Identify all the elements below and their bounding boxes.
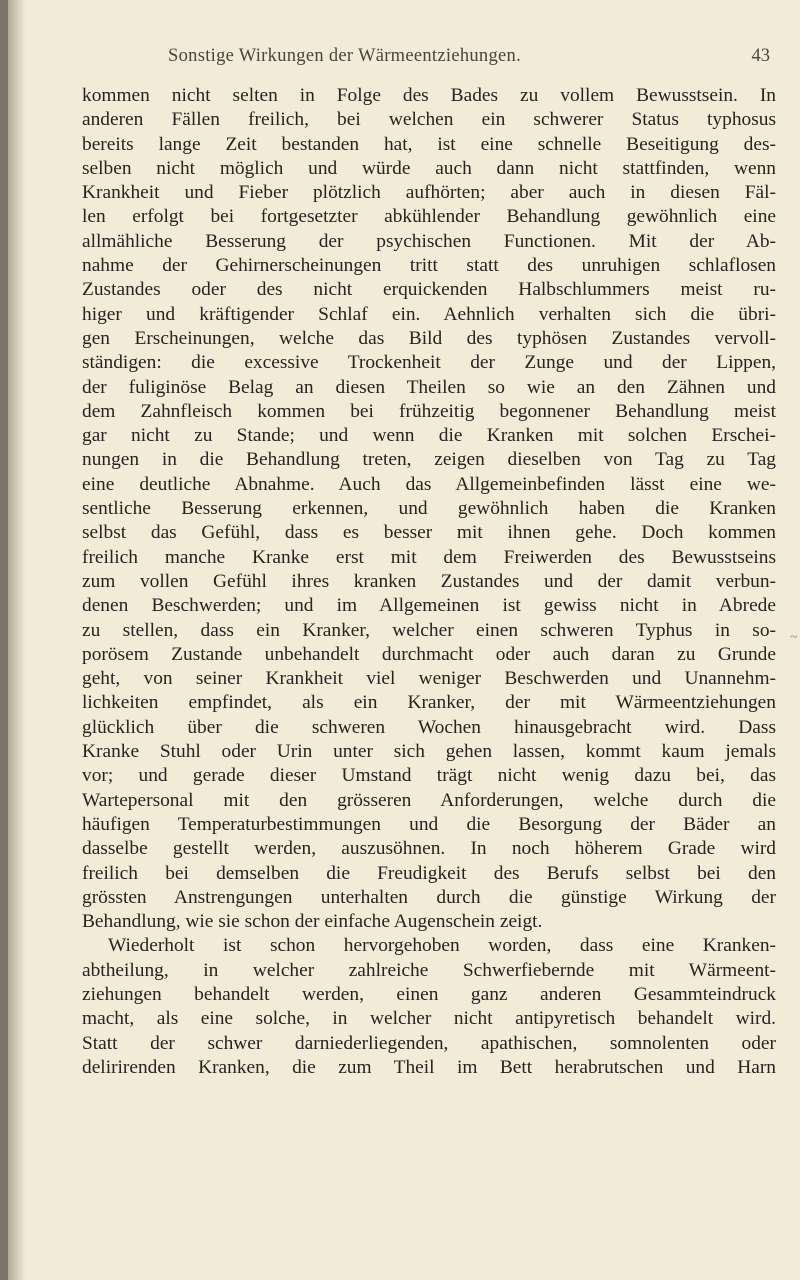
text-line: selben nicht möglich und würde auch dann nicht stattfinden, wenn	[82, 157, 776, 179]
text-line: vor; und gerade dieser Umstand trägt nicht wenig dazu bei, das	[82, 765, 776, 787]
text-line: Statt der schwer darniederliegenden, apathischen, somnolenten oder	[82, 1032, 776, 1054]
text-line: eine deutliche Abnahme. Auch das Allgemeinbefinden lässt eine we-	[82, 473, 776, 495]
gutter-shadow	[0, 0, 8, 1280]
text-line: Wiederholt ist schon hervorgehoben worden, dass eine Kranken-	[108, 935, 776, 957]
text-line: kommen nicht selten in Folge des Bades zu vollem Bewusstsein. In	[82, 85, 776, 106]
text-line: nungen in die Behandlung treten, zeigen dieselben von Tag zu Tag	[82, 449, 776, 471]
text-line: sentliche Besserung erkennen, und gewöhnlich haben die Kranken	[82, 498, 776, 520]
text-line: Wartepersonal mit den grösseren Anforderungen, welche durch die	[82, 789, 776, 811]
text-line: grössten Anstrengungen unterhalten durch die günstige Wirkung der	[82, 886, 776, 908]
text-line: gen Erscheinungen, welche das Bild des typhösen Zustandes vervoll-	[82, 327, 776, 349]
text-line: Zustandes oder des nicht erquickenden Halbschlummers meist ru-	[82, 279, 776, 301]
text-line: lichkeiten empfindet, als ein Kranker, der mit Wärmeentziehungen	[82, 692, 776, 714]
text-line: freilich bei demselben die Freudigkeit des Berufs selbst bei den	[82, 862, 776, 884]
text-line: anderen Fällen freilich, bei welchen ein schwerer Status typhosus	[82, 109, 776, 131]
text-line: allmähliche Besserung der psychischen Functionen. Mit der Ab-	[82, 230, 776, 252]
text-line: zum vollen Gefühl ihres kranken Zustandes und der damit verbun-	[82, 570, 776, 592]
text-line: porösem Zustande unbehandelt durchmacht oder auch daran zu Grunde	[82, 643, 776, 665]
text-line: Behandlung, wie sie schon der einfache Augenschein zeigt.	[82, 911, 543, 933]
text-line: gar nicht zu Stande; und wenn die Kranken mit solchen Erschei-	[82, 425, 776, 447]
text-line: nahme der Gehirnerscheinungen tritt statt des unruhigen schlaflosen	[82, 255, 776, 277]
text-line: Kranke Stuhl oder Urin unter sich gehen lassen, kommt kaum jemals	[82, 741, 776, 763]
text-line: abtheilung, in welcher zahlreiche Schwerfiebernde mit Wärmeent-	[82, 959, 776, 981]
text-line: ständigen: die excessive Trockenheit der Zunge und der Lippen,	[82, 352, 776, 374]
page-number: 43	[751, 46, 770, 66]
margin-mark: ~	[790, 630, 798, 645]
text-line: ziehungen behandelt werden, einen ganz anderen Gesammteindruck	[82, 983, 776, 1005]
text-line: delirirenden Kranken, die zum Theil im Bett herabrutschen und Harn	[82, 1056, 776, 1078]
text-line: selbst das Gefühl, dass es besser mit ihnen gehe. Doch kommen	[82, 522, 776, 544]
text-line: geht, von seiner Krankheit viel weniger Beschwerden und Unannehm-	[82, 668, 776, 690]
text-line: Krankheit und Fieber plötzlich aufhörten; aber auch in diesen Fäl-	[82, 182, 776, 204]
text-line: dasselbe gestellt werden, auszusöhnen. In noch höherem Grade wird	[82, 838, 776, 860]
text-line: glücklich über die schweren Wochen hinausgebracht wird. Dass	[82, 716, 776, 738]
text-line: dem Zahnfleisch kommen bei frühzeitig begonnener Behandlung meist	[82, 400, 776, 422]
text-line: häufigen Temperaturbestimmungen und die Besorgung der Bäder an	[82, 813, 776, 835]
text-line: bereits lange Zeit bestanden hat, ist eine schnelle Beseitigung des-	[82, 133, 776, 155]
text-line: denen Beschwerden; und im Allgemeinen ist gewiss nicht in Abrede	[82, 595, 776, 617]
text-line: zu stellen, dass ein Kranker, welcher einen schweren Typhus in so-	[82, 619, 776, 641]
page-header	[60, 46, 770, 72]
text-line: macht, als eine solche, in welcher nicht antipyretisch behandelt wird.	[82, 1008, 776, 1030]
text-line: freilich manche Kranke erst mit dem Freiwerden des Bewusstseins	[82, 546, 776, 568]
running-head: Sonstige Wirkungen der Wärmeentziehungen.	[168, 46, 522, 66]
text-line: der fuliginöse Belag an diesen Theilen so wie an den Zähnen und	[82, 376, 776, 398]
text-line: higer und kräftigender Schlaf ein. Aehnlich verhalten sich die übri-	[82, 303, 776, 325]
text-line: len erfolgt bei fortgesetzter abkühlender Behandlung gewöhnlich eine	[82, 206, 776, 228]
body-text	[82, 84, 776, 1080]
